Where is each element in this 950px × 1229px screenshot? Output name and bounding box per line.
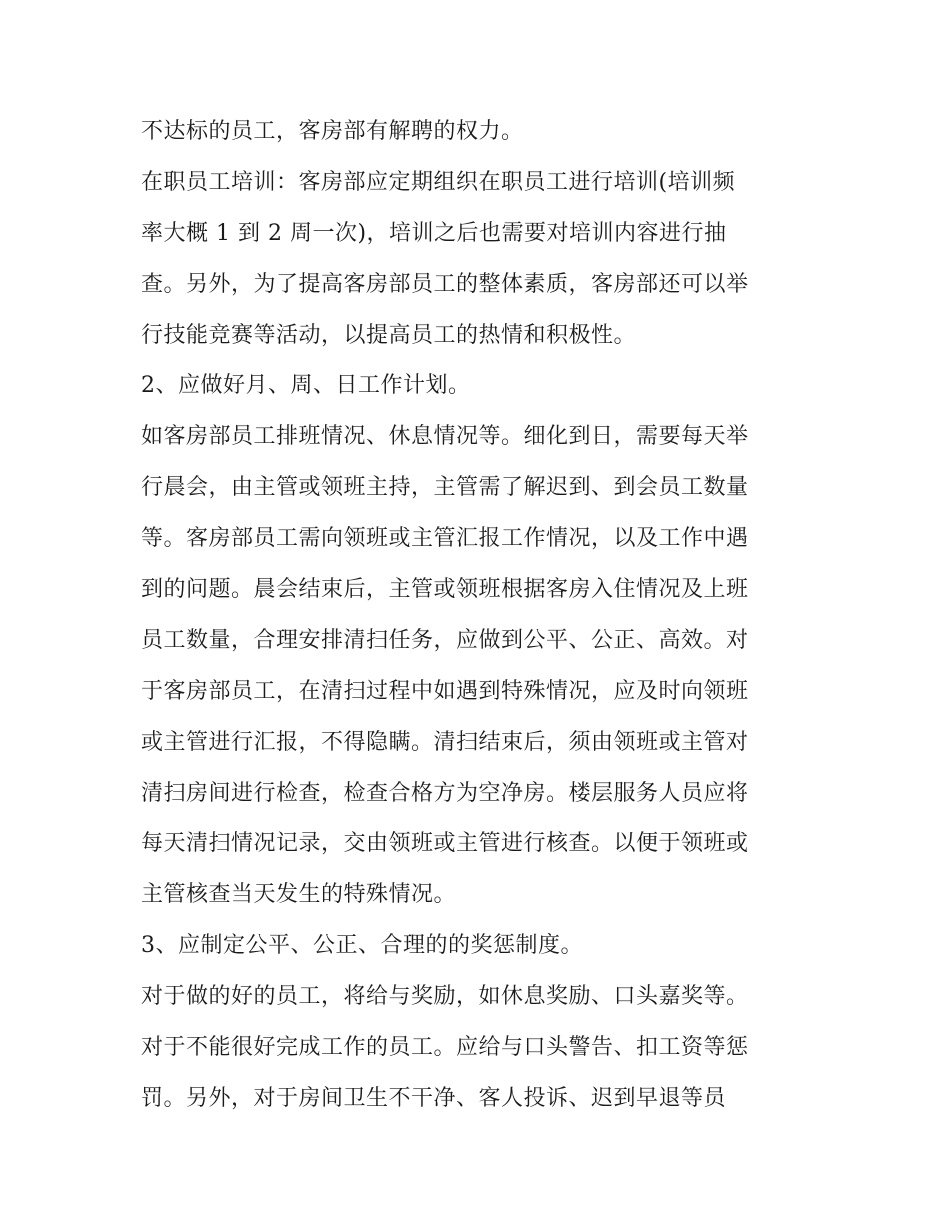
text-line: 如客房部员工排班情况、休息情况等。细化到日，需要每天举 — [141, 424, 749, 450]
text-line: 在职员工培训：客房部应定期组织在职员工进行培训(培训频 — [141, 169, 736, 195]
text-line: 或主管进行汇报，不得隐瞒。清扫结束后，须由领班或主管对 — [141, 729, 749, 755]
text-line: 行技能竞赛等活动，以提高员工的热情和积极性。 — [141, 322, 637, 348]
text-line: 率大概 1 到 2 周一次)，培训之后也需要对培训内容进行抽 — [141, 220, 727, 246]
section-heading-2: 2、应做好月、周、日工作计划。 — [141, 373, 471, 399]
text-line: 对于做的好的员工，将给与奖励，如休息奖励、口头嘉奖等。 — [141, 984, 749, 1010]
text-line: 等。客房部员工需向领班或主管汇报工作情况，以及工作中遇 — [141, 526, 749, 552]
text-line: 员工数量，合理安排清扫任务，应做到公平、公正、高效。对 — [141, 627, 749, 653]
text-line: 到的问题。晨会结束后，主管或领班根据客房入住情况及上班 — [141, 577, 749, 603]
text-line: 行晨会，由主管或领班主持，主管需了解迟到、到会员工数量 — [141, 475, 749, 501]
document-body — [141, 107, 831, 1125]
text-line: 主管核查当天发生的特殊情况。 — [141, 882, 457, 908]
text-line: 清扫房间进行检查，检查合格方为空净房。楼层服务人员应将 — [141, 780, 749, 806]
text-line: 每天清扫情况记录，交由领班或主管进行核查。以便于领班或 — [141, 831, 749, 857]
section-heading-3: 3、应制定公平、公正、合理的的奖惩制度。 — [141, 933, 583, 959]
text-line: 查。另外，为了提高客房部员工的整体素质，客房部还可以举 — [141, 271, 749, 297]
text-line: 于客房部员工，在清扫过程中如遇到特殊情况，应及时向领班 — [141, 678, 749, 704]
text-line: 罚。另外，对于房间卫生不干净、客人投诉、迟到早退等员 — [141, 1085, 727, 1111]
text-line: 不达标的员工，客房部有解聘的权力。 — [141, 119, 524, 144]
text-line: 对于不能很好完成工作的员工。应给与口头警告、扣工资等惩 — [141, 1035, 749, 1061]
